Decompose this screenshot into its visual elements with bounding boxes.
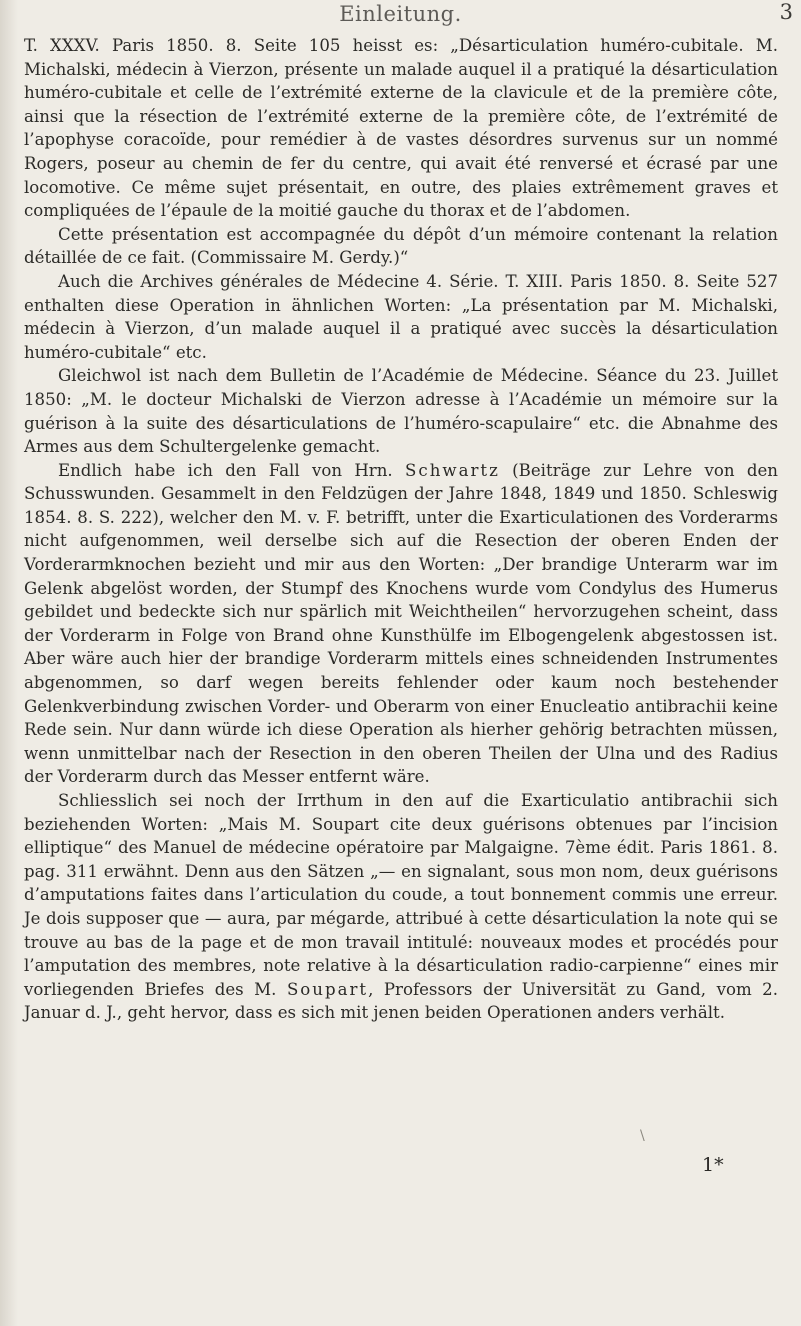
page-gutter-shadow xyxy=(0,0,18,1326)
author-name-schwartz: Schwartz xyxy=(405,460,500,480)
paragraph-4: Gleichwol ist nach dem Bulletin de l’Académie de Médecine. Séance du 23. Juillet 1850: „M. le docteur Michalski de Vierzon adresse à l’Académie un mémoire sur la guérison à la suite des désarticulations de l’huméro-scapulaire“ etc. die Abnahme des Armes aus dem Schultergelenke gemacht. xyxy=(24,366,778,457)
paragraph-6-lead: Schliesslich sei noch der Irrthum in den auf die Exarticulatio antibrachii sich beziehenden Worten: „Mais M. Soupart cite deux guérisons obtenues par l’incision elliptique“ des Manuel de médecine opératoire par Malgaigne. 7ème édit. Paris 1861. 8. pag. 311 erwähnt. Denn aus den Sätzen „— en signalant, sous mon nom, deux guérisons d’amputations faites dans l’articulation du coude, a tout bonnement commis une erreur. Je dois supposer que — aura, par mégarde, attribué à cette désarticulation la note qui se trouve au bas de la page et de mon travail intitulé: nouveaux modes et procédés pour l’amputation des membres, note relative à la désarticulation radio-carpienne“ eines mir vorliegenden Briefes des M. xyxy=(24,791,778,999)
author-name-soupart: Soupart xyxy=(286,979,369,999)
paragraph-5 xyxy=(24,459,778,789)
page-number: 3 xyxy=(779,0,793,24)
running-head: Einleitung. xyxy=(339,2,462,26)
paragraph-5-rest: (Beiträge zur Lehre von den Schusswunden. Gesammelt in den Feldzügen der Jahre 1848, 1849 und 1850. Schleswig 1854. 8. S. 222), welcher den M. v. F. betrifft, unter die Exarticulationen des Vorderarms nicht aufgenommen, weil derselbe sich auf die Resection der oberen Enden der Vorderarmknochen bezieht und mir aus den Worten: „Der brandige Unterarm war im Gelenk abgelöst worden, der Stumpf des Knochens wurde vom Condylus des Humerus gebildet und bedeckte sich nur spärlich mit Weichtheilen“ hervorzugehen scheint, dass der Vorderarm in Folge von Brand ohne Kunsthülfe im Elbogengelenk abgestossen ist. Aber wäre auch hier der brandige Vorderarm mittels eines schneidenden Instrumentes abgenommen, so darf wegen bereits fehlender oder kaum noch bestehender Gelenkverbindung zwischen Vorder- und Oberarm von einer Enucleatio antibrachii keine Rede sein. Nur dann würde ich diese Operation als hierher gehörig betrachten müssen, wenn unmittelbar nach der Resection in den oberen Theilen der Ulna und des Radius der Vorderarm durch das Messer entfernt wäre. xyxy=(24,460,778,787)
paragraph-1: T. XXXV. Paris 1850. 8. Seite 105 heisst es: „Désarticulation huméro-cubitale. M. Michalski, médecin à Vierzon, présente un malade auquel il a pratiqué la désarticulation huméro-cubitale et celle de l’extrémité externe de la clavicule et de la première côte, ainsi que la résection de l’extrémité externe de la première côte, de l’extrémité de l’apophyse coracoïde, pour remédier à de vastes désordres survenus sur un nommé Rogers, poseur au chemin de fer du centre, qui avait été renversé et écrasé par une locomotive. Ce même sujet présentait, en outre, des plaies extrêmement graves et compliquées de l’épaule de la moitié gauche du thorax et de l’abdomen. xyxy=(24,36,778,221)
paragraph-6-rest: , Professors der Universität zu Gand, vom 2. Januar d. J., geht hervor, dass es sich mit jenen beiden Operationen anders verhält. xyxy=(24,979,779,1023)
paragraph-3: Auch die Archives générales de Médecine 4. Série. T. XIII. Paris 1850. 8. Seite 527 enthalten diese Operation in ähnlichen Worten: „La présentation par M. Michalski, médecin à Vierzon, d’un malade auquel il a pratiqué avec succès la désarticulation huméro-cubitale“ etc. xyxy=(24,271,778,362)
signature-mark: 1* xyxy=(702,1154,724,1176)
page-header xyxy=(0,0,801,34)
paragraph-5-lead: Endlich habe ich den Fall von Hrn. xyxy=(58,460,406,480)
stray-mark: \ xyxy=(640,1128,645,1144)
paragraph-2: Cette présentation est accompagnée du dépôt d’un mémoire contenant la relation détaillée de ce fait. (Commissaire M. Gerdy.)“ xyxy=(24,224,778,268)
body-text xyxy=(24,34,778,1025)
paragraph-6 xyxy=(24,789,778,1025)
